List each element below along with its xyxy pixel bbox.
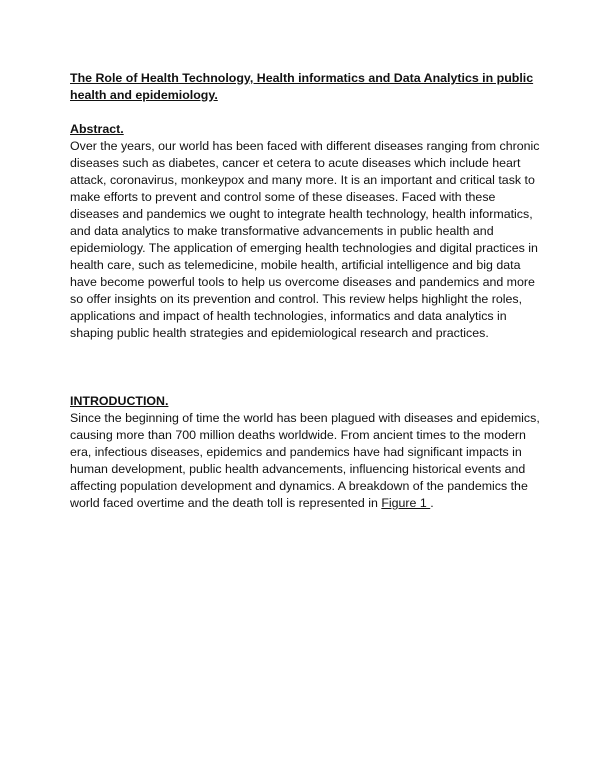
document-title: The Role of Health Technology, Health informatics and Data Analytics in public health and epidemiology. <box>70 71 534 102</box>
introduction-text: Since the beginning of time the world has been plagued with diseases and epidemics, causing more than 700 million deaths worldwide. From ancient times to the modern era, infectious diseases, epidemics and pandemics have had significant impacts in human development, public health advancements, influencing historical events and affecting population development and dynamics. A breakdown of the pandemics the world faced overtime and the death toll is represented in <box>70 411 540 510</box>
spacer <box>70 342 540 393</box>
abstract-body: Over the years, our world has been faced with different diseases ranging from chronic diseases such as diabetes, cancer et cetera to acute diseases which include heart attack, coronavirus, monkeypox and many more. It is an important and critical task to make efforts to prevent and control some of these diseases. Faced with these diseases and pandemics we ought to integrate health technology, health informatics, and data analytics to make transformative advancements in public health and epidemiology. The application of emerging health technologies and digital practices in health care, such as telemedicine, mobile health, artificial intelligence and big data have become powerful tools to help us overcome diseases and pandemics and more so offer insights on its prevention and control. This review helps highlight the roles, applications and impact of health technologies, informatics and data analytics in shaping public health strategies and epidemiological research and practices. <box>70 139 540 340</box>
figure-1-link[interactable]: Figure 1 <box>381 496 431 510</box>
introduction-body <box>70 410 540 512</box>
document-page <box>70 70 540 512</box>
abstract-heading: Abstract. <box>70 122 124 136</box>
introduction-heading: INTRODUCTION. <box>70 394 169 408</box>
introduction-end: . <box>430 496 434 510</box>
spacer <box>70 104 540 121</box>
